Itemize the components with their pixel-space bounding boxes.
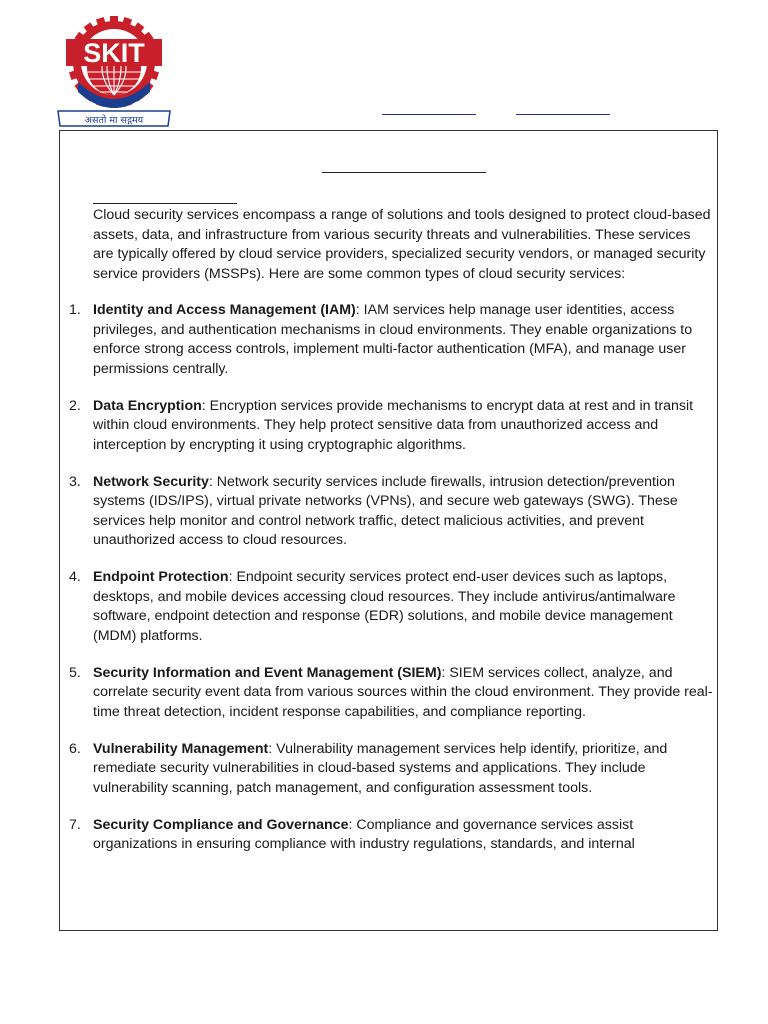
service-description: : Encryption services provide mechanisms to encrypt data at rest and in transit within cloud environments. They help protect sensitive data from unauthorized access and interception by encrypting it using cryptographic algorithms. <box>93 397 694 453</box>
service-term: Identity and Access Management (IAM) <box>93 302 356 318</box>
service-term: Network Security <box>93 473 209 490</box>
logo-wordmark: SKIT <box>83 38 145 68</box>
logo-tagline: असतो मा सद्गमय <box>84 115 144 126</box>
service-number: 4. <box>69 569 81 585</box>
service-number: 2. <box>69 397 81 414</box>
service-number: 3. <box>69 473 81 490</box>
service-number: 7. <box>69 816 81 833</box>
service-number: 6. <box>69 740 81 757</box>
service-item <box>69 816 713 855</box>
service-number: 5. <box>69 664 81 681</box>
service-number: 1. <box>69 302 81 318</box>
gear-tooth <box>110 16 118 26</box>
title-underline <box>322 172 486 173</box>
service-description: : Network security services include firewalls, intrusion detection/prevention systems (IDS/IPS), virtual private networks (VPNs), and secure web gateways (SWG). These services help monitor and control network traffic, detect malicious activities, and prevent unauthorized access to cloud resources. <box>93 473 678 548</box>
service-term: Data Encryption <box>93 397 202 414</box>
service-description: : IAM services help manage user identities, access privileges, and authentication mechanisms in cloud environments. They enable organizations to enforce strong access controls, implement multi-factor authentication (MFA), and manage user permissions centrally. <box>93 302 693 377</box>
service-description: : Vulnerability management services help identify, prioritize, and remediate security vulnerabilities in cloud-based systems and applications. They include vulnerability scanning, patch management, and configuration assessment tools. <box>93 740 668 796</box>
service-item <box>69 740 713 799</box>
service-item <box>69 397 713 456</box>
service-term: Security Information and Event Management (SIEM) <box>93 664 442 681</box>
services-list <box>69 301 713 855</box>
service-term: Vulnerability Management <box>93 740 269 757</box>
service-description: : SIEM services collect, analyze, and correlate security event data from various sources within the cloud environment. They provide real-time threat detection, incident response capabilities, and compliance reporting. <box>93 664 713 720</box>
intro-paragraph: Cloud security services encompass a range of solutions and tools designed to protect cloud-based assets, data, and infrastructure from various security threats and vulnerabilities. These services are typically offered by cloud service providers, specialized security vendors, or managed security service providers (MSSPs). Here are some common types of cloud security services: <box>93 207 711 282</box>
service-item <box>69 568 713 646</box>
header-blank-field-2 <box>516 114 610 115</box>
service-term: Security Compliance and Governance <box>93 816 349 833</box>
subtitle-underline <box>93 203 237 204</box>
content-frame <box>59 130 718 931</box>
document-body <box>69 206 713 872</box>
header-blank-field-1 <box>382 114 476 115</box>
service-description: : Compliance and governance services assist organizations in ensuring compliance with industry regulations, standards, and internal <box>93 816 635 852</box>
service-item <box>69 473 713 551</box>
service-description: : Endpoint security services protect end-user devices such as laptops, desktops, and mobile devices accessing cloud resources. They include antivirus/antimalware software, endpoint detection and response (EDR) solutions, and mobile device management (MDM) platforms. <box>93 569 676 644</box>
service-item <box>69 664 713 723</box>
service-item <box>69 301 713 379</box>
skit-logo-graphic <box>56 16 172 128</box>
skit-logo <box>56 16 172 128</box>
service-term: Endpoint Protection <box>93 569 229 585</box>
